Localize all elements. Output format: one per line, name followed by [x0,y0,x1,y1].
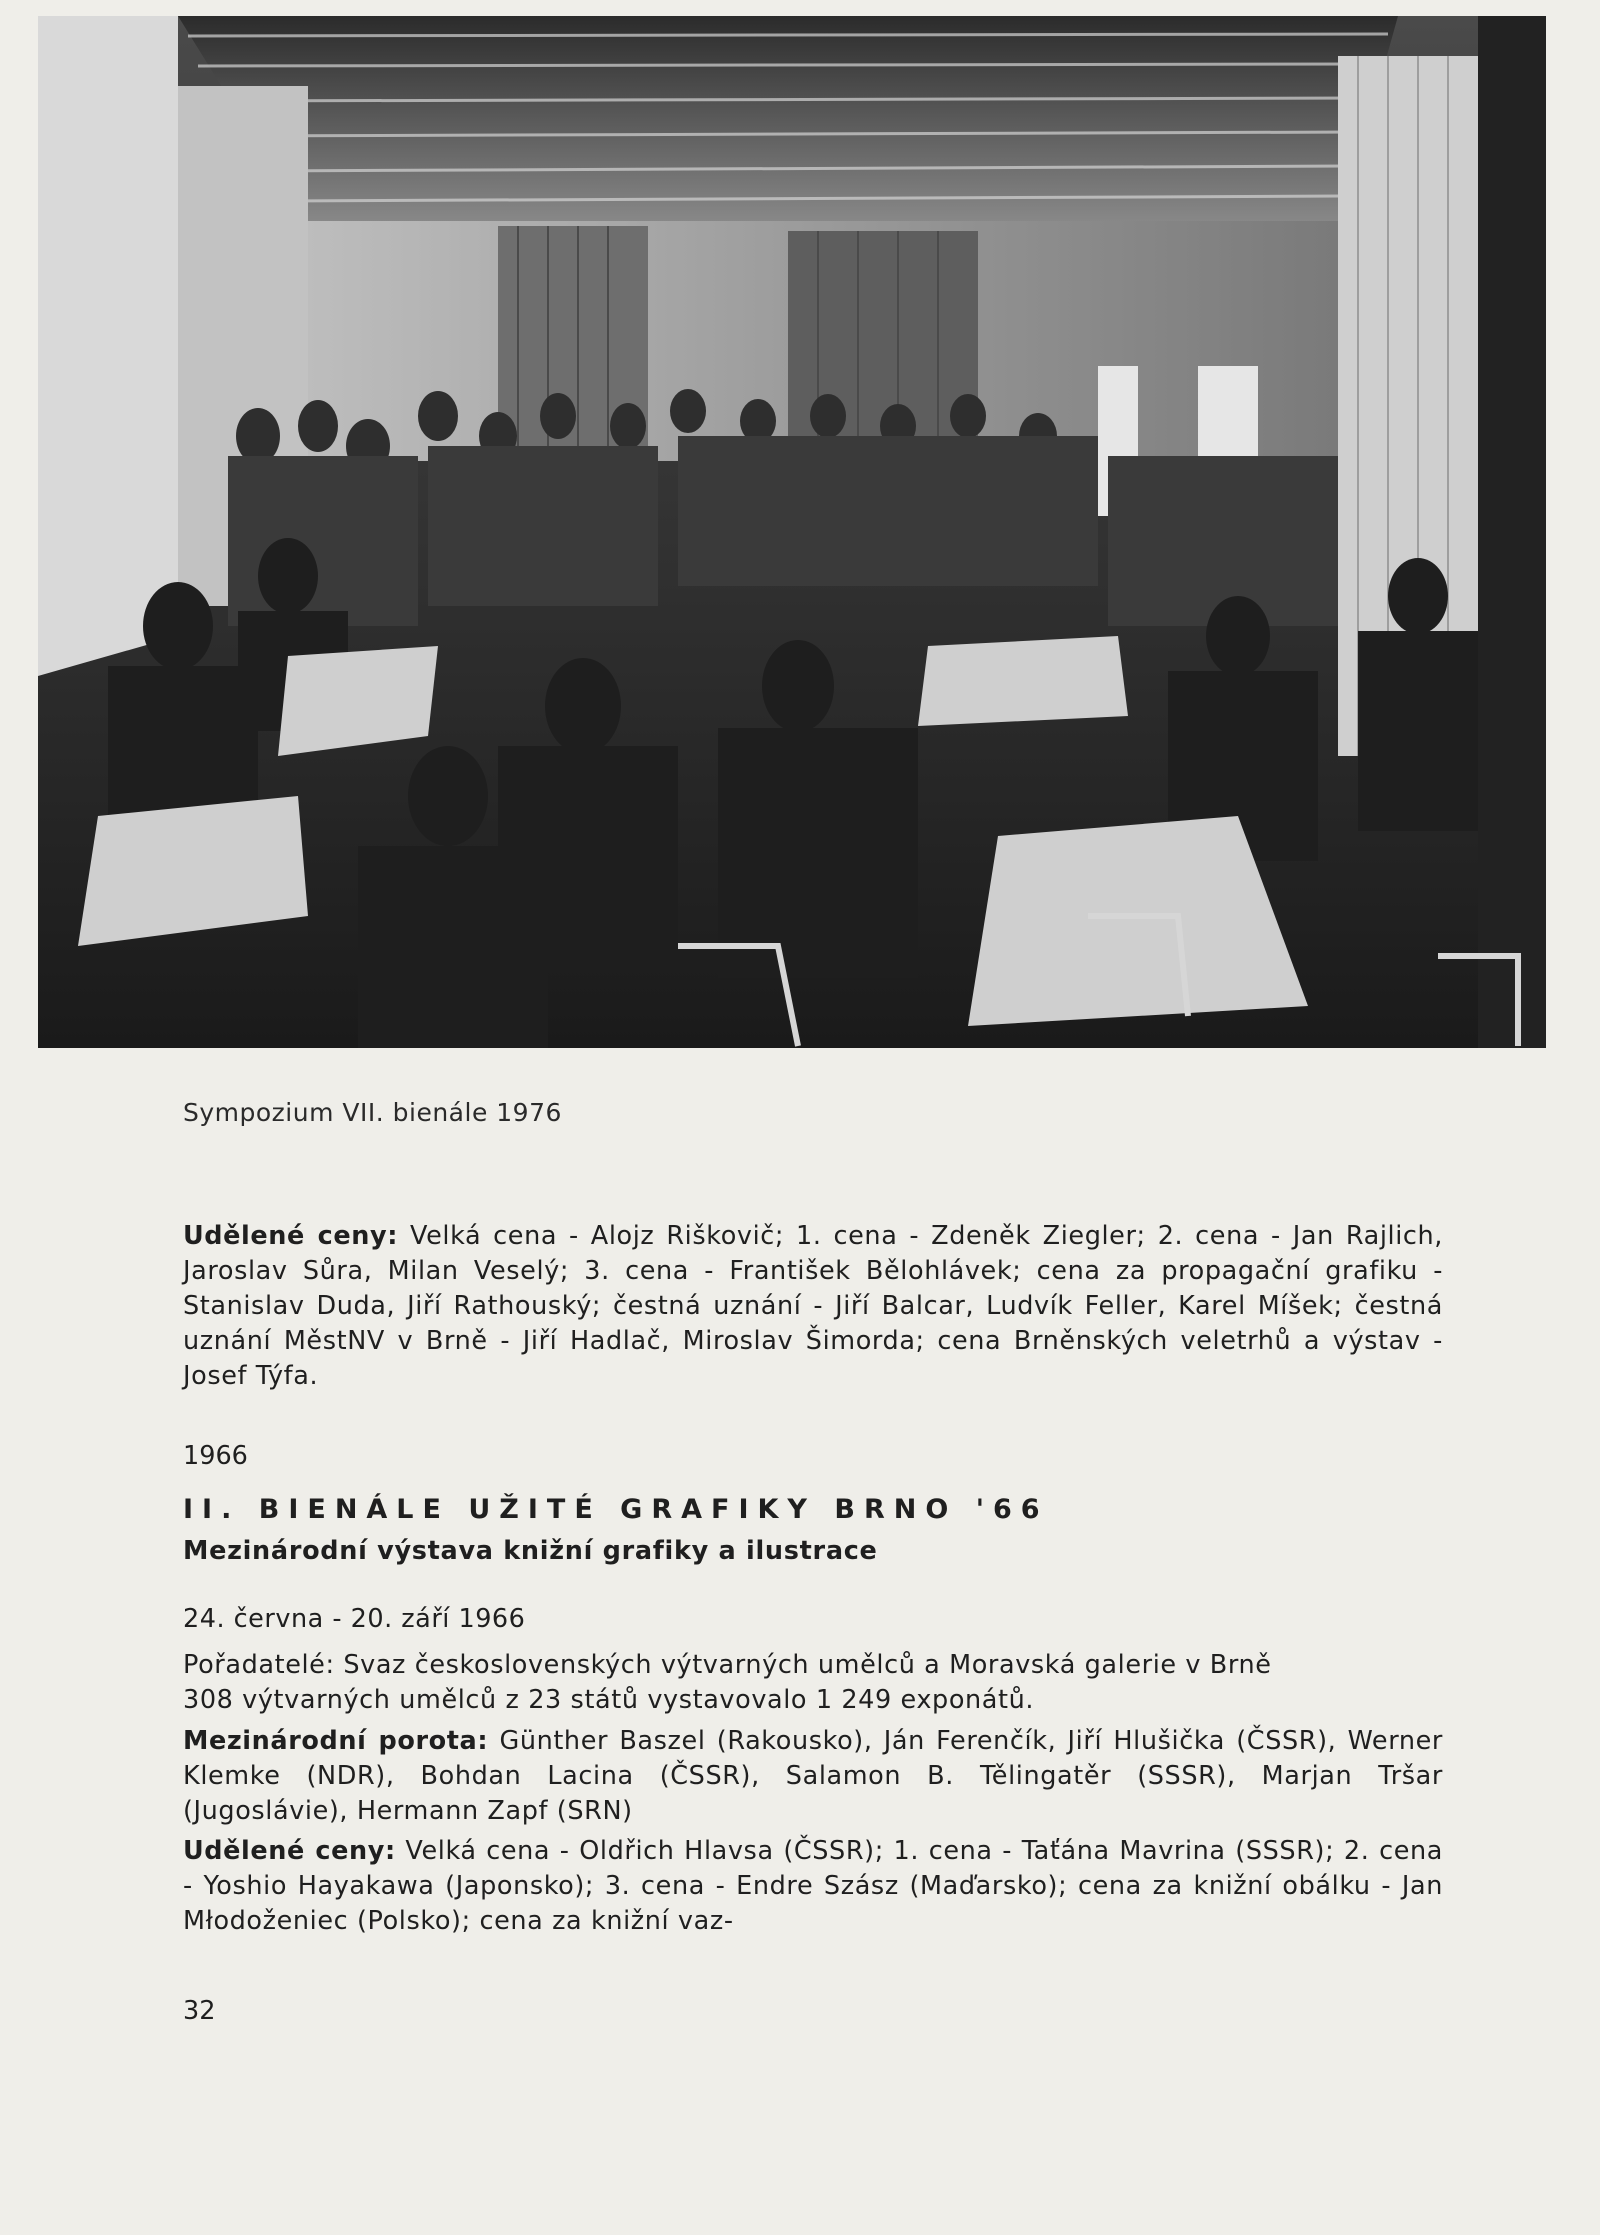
organizers-line: Pořadatelé: Svaz československých výtvarných umělců a Moravská galerie v Brně [183,1650,1272,1680]
jury-paragraph [183,1724,1443,1829]
awards-1966-text: Velká cena - Oldřich Hlavsa (ČSSR); 1. cena - Taťána Mavrina (SSSR); 2. cena - Yoshio Hayakawa (Japonsko); 3. cena - Endre Szász (Maďarsko); cena za knižní obálku - Jan Młodoženiec (Polsko); cena za knižní vaz- [183,1836,1443,1936]
exhibition-dates: 24. června - 20. září 1966 [183,1604,526,1634]
jury-text: Günther Baszel (Rakousko), Ján Ferenčík, Jiří Hlušička (ČSSR), Werner Klemke (NDR), Bohdan Lacina (ČSSR), Salamon B. Tělingatěr (SSSR), Marjan Tršar (Jugoslávie), Hermann Zapf (SRN) [183,1726,1443,1826]
page-number: 32 [183,1996,216,2026]
awards-1976-text: Velká cena - Alojz Riškovič; 1. cena - Zdeněk Ziegler; 2. cena - Jan Rajlich, Jaroslav Sůra, Milan Veselý; 3. cena - František Bělohlávek; cena za propagační grafiku - Stanislav Duda, Jiří Rathouský; čestná uznání - Jiří Balcar, Ludvík Feller, Karel Míšek; čestná uznání MěstNV v Brně - Jiří Hadlač, Miroslav Šimorda; cena Brněnských veletrhů a výstav - Josef Týfa. [183,1221,1443,1391]
organizers-paragraph [183,1648,1443,1718]
awards-1976-label: Udělené ceny: [183,1221,399,1251]
conference-photo-icon [38,16,1546,1048]
awards-1966-label: Udělené ceny: [183,1836,396,1866]
awards-1966-paragraph [183,1834,1443,1939]
conference-photo [38,16,1546,1048]
jury-label: Mezinárodní porota: [183,1726,489,1756]
section-title: II. BIENÁLE UŽITÉ GRAFIKY BRNO '66 [183,1494,1049,1525]
section-year: 1966 [183,1441,248,1471]
awards-1976-paragraph [183,1219,1443,1394]
exhibitors-line: 308 výtvarných umělců z 23 států vystavovalo 1 249 exponátů. [183,1685,1035,1715]
photo-caption: Sympozium VII. bienále 1976 [183,1098,562,1127]
section-subtitle: Mezinárodní výstava knižní grafiky a ilustrace [183,1536,878,1566]
